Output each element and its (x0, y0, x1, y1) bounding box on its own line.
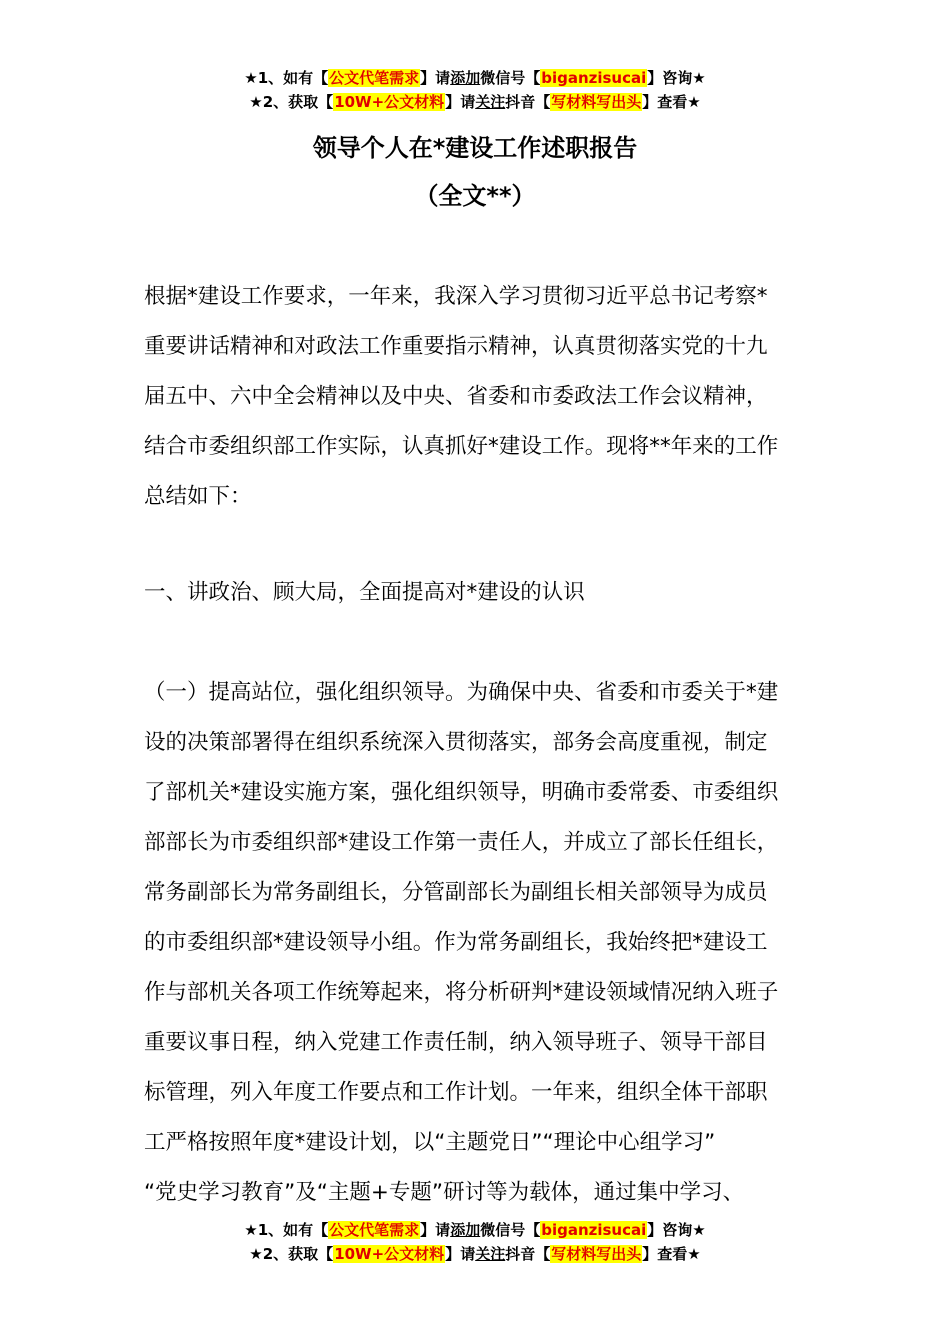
intro-paragraph (144, 272, 816, 522)
text-line: 重要讲话精神和对政法工作重要指示精神，认真贯彻落实党的十九 (144, 334, 768, 359)
text-line: 部部长为市委组织部*建设工作第一责任人，并成立了部长任组长， (144, 830, 779, 855)
document-title: 领导个人在*建设工作述职报告 (312, 134, 638, 162)
text-line: 了部机关*建设实施方案，强化组织领导，明确市委常委、市委组织 (144, 780, 779, 805)
highlight-wechat-id: biganzisucai (541, 69, 647, 87)
text-line: 结合市委组织部工作实际，认真抓好*建设工作。现将**年来的工作 (144, 434, 779, 459)
star-icon: ★ (244, 69, 258, 87)
highlight-service: 公文代笔需求 (329, 69, 420, 87)
underlined-word: 关注 (475, 1245, 506, 1263)
underlined-word: 添加 (450, 69, 481, 87)
highlight-douyin-account: 写材料写出头 (551, 1245, 642, 1263)
text-line: （一）提高站位，强化组织领导。为确保中央、省委和市委关于*建 (144, 680, 779, 705)
promo-line-1 (0, 66, 950, 90)
promo-line-2 (0, 1242, 950, 1266)
promo-text: 2、获取【 (262, 1245, 334, 1263)
highlight-service: 公文代笔需求 (329, 1221, 420, 1239)
promo-text: 】请 (420, 69, 451, 87)
promo-text: 】请 (445, 93, 476, 111)
text-line: 根据*建设工作要求，一年来，我深入学习贯彻习近平总书记考察* (144, 284, 768, 309)
promo-line-1 (0, 1218, 950, 1242)
text-line: “党史学习教育”及“主题+专题”研讨等为载体，通过集中学习、 (144, 1180, 745, 1205)
highlight-douyin-account: 写材料写出头 (551, 93, 642, 111)
text-line: 工严格按照年度*建设计划，以“主题党日”“理论中心组学习” (144, 1130, 716, 1155)
promo-text: 】咨询★ (647, 69, 706, 87)
promo-text: 】咨询★ (647, 1221, 706, 1239)
star-icon: ★ (249, 1245, 263, 1263)
text-line: 的市委组织部*建设领导小组。作为常务副组长，我始终把*建设工 (144, 930, 768, 955)
text-line: 标管理，列入年度工作要点和工作计划。一年来，组织全体干部职 (144, 1080, 768, 1105)
text-line: 设的决策部署得在组织系统深入贯彻落实，部务会高度重视，制定 (144, 730, 768, 755)
promo-line-2 (0, 90, 950, 114)
promo-banner-bottom (0, 1218, 950, 1266)
text-line: 届五中、六中全会精神以及中央、省委和市委政法工作会议精神， (144, 384, 768, 409)
underlined-word: 关注 (475, 93, 506, 111)
promo-text: 抖音【 (505, 93, 551, 111)
text-line: 常务副部长为常务副组长，分管副部长为副组长相关部领导为成员 (144, 880, 768, 905)
promo-text: 1、如有【 (257, 1221, 329, 1239)
promo-text: 】查看★ (642, 1245, 701, 1263)
promo-text: 】请 (420, 1221, 451, 1239)
document-subtitle: （全文**） (414, 182, 536, 210)
text-line: 总结如下： (144, 484, 252, 509)
star-icon: ★ (244, 1221, 258, 1239)
text-line: 作与部机关各项工作统筹起来，将分析研判*建设领域情况纳入班子 (144, 980, 779, 1005)
highlight-materials: 10W+公文材料 (334, 93, 445, 111)
star-icon: ★ (249, 93, 263, 111)
promo-text: 微信号【 (480, 69, 541, 87)
promo-text: 】查看★ (642, 93, 701, 111)
promo-text: 微信号【 (480, 1221, 541, 1239)
highlight-materials: 10W+公文材料 (334, 1245, 445, 1263)
promo-text: 】请 (445, 1245, 476, 1263)
highlight-wechat-id: biganzisucai (541, 1221, 647, 1239)
underlined-word: 添加 (450, 1221, 481, 1239)
promo-text: 抖音【 (505, 1245, 551, 1263)
section-paragraph (144, 668, 816, 1218)
section-heading-text: 一、讲政治、顾大局，全面提高对*建设的认识 (144, 580, 585, 605)
text-line: 重要议事日程，纳入党建工作责任制，纳入领导班子、领导干部目 (144, 1030, 768, 1055)
promo-text: 1、如有【 (257, 69, 329, 87)
promo-banner-top (0, 66, 950, 114)
section-heading (144, 568, 816, 618)
promo-text: 2、获取【 (262, 93, 334, 111)
